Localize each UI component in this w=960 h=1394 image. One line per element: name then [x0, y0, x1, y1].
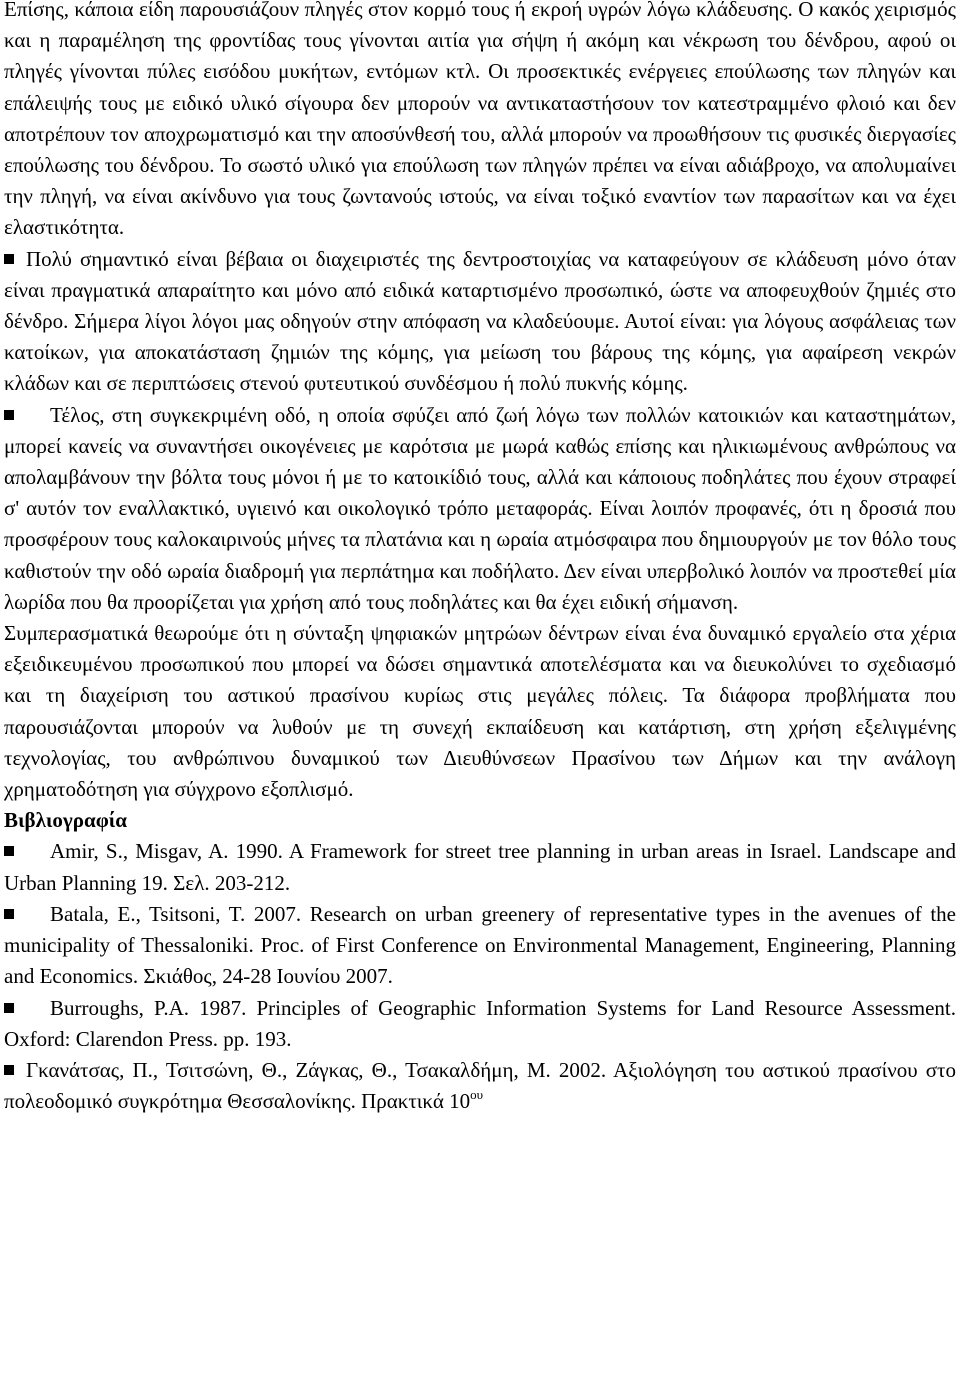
bullet-paragraph: [4, 400, 956, 618]
square-bullet-icon: [4, 254, 14, 264]
body-paragraph: Συμπερασματικά θεωρούμε ότι η σύνταξη ψηφιακών μητρώων δέντρων είναι ένα δυναμικό εργαλείο στα χέρια εξειδικευμένου προσωπικού που μπορεί να δώσει σημαντικά αποτελέσματα και να διευκολύνει το σχεδιασμό και τη διαχείριση του αστικού πρασίνου κυρίως στις μεγάλες πόλεις. Τα διάφορα προβλήματα που παρουσιάζονται μπορούν να λυθούν με τη συνεχή εκπαίδευση και κατάρτιση, στη χρήση εξελιγμένης τεχνολογίας, του ανθρώπινου δυναμικού των Διευθύνσεων Πρασίνου των Δήμων και την ανάλογη χρηματοδότηση για σύγχρονο εξοπλισμό.: [4, 621, 956, 802]
square-bullet-icon: [4, 909, 14, 919]
reference-item: [4, 1055, 956, 1117]
bullet-paragraph-text: Πολύ σημαντικό είναι βέβαια οι διαχειριστές της δεντροστοιχίας να καταφεύγουν σε κλάδευση μόνο όταν είναι πραγματικά απαραίτητο και μόνο από ειδικά καταρτισμένο προσωπικό, ώστε να αποφευχθούν ζημιές στο δένδρο. Σήμερα λίγοι λόγοι μας οδηγούν στην απόφαση να κλαδεύουμε. Αυτοί είναι: για λόγους ασφάλειας των κατοίκων, για αποκατάσταση ζημιών της κόμης, για μείωση του βάρους της κόμης, για αφαίρεση νεκρών κλάδων και σε περιπτώσεις στενού φυτευτικού συνδέσμου ή πολύ πυκνής κόμης.: [4, 246, 956, 396]
reference-text: Amir, S., Misgav, A. 1990. A Framework for street tree planning in urban areas in Israel. Landscape and Urban Planning 19. Σελ. 203-212.: [4, 839, 956, 895]
reference-item: [4, 899, 956, 993]
reference-item: [4, 993, 956, 1055]
bibliography-heading: Βιβλιογραφία: [4, 808, 128, 833]
body-paragraph: Επίσης, κάποια είδη παρουσιάζουν πληγές στον κορμό τους ή εκροή υγρών λόγω κλάδευσης. Ο κακός χειρισμός και η παραμέληση της φροντίδας τους γίνονται αιτία για σήψη ή ακόμη και νέκρωση του δένδρου, αφού οι πληγές γίνονται πύλες εισόδου μυκήτων, εντόμων κτλ. Οι προσεκτικές ενέργειες επούλωσης των πληγών και επάλειψής τους με ειδικό υλικό σίγουρα δεν μπορούν να αντικαταστήσουν τον κατεστραμμένο φλοιό και δεν αποτρέπουν τον αποχρωματισμό και την αποσύνθεσή του, αλλά μπορούν να προωθήσουν τις φυσικές διεργασίες επούλωσης του δένδρου. Το σωστό υλικό για επούλωση των πληγών πρέπει να είναι αδιάβροχο, να απολυμαίνει την πληγή, να είναι ακίνδυνο για τους ζωντανούς ιστούς, να είναι τοξικό εναντίον των παρασίτων και να έχει ελαστικότητα.: [4, 0, 956, 240]
reference-text: Γκανάτσας, Π., Τσιτσώνη, Θ., Ζάγκας, Θ., Τσακαλδήμη, Μ. 2002. Αξιολόγηση του αστικού πρασίνου στο πολεοδομικό συγκρότημα Θεσσαλονίκης. Πρακτικά 10: [4, 1057, 956, 1114]
reference-item: [4, 836, 956, 898]
reference-text: Batala, E., Tsitsoni, T. 2007. Research on urban greenery of representative types in the avenues of the municipality of Thessaloniki. Proc. of First Conference on Environmental Management, Engineering, Planning and Economics. Σκιάθος, 24-28 Ιουνίου 2007.: [4, 901, 956, 989]
reference-superscript: ου: [470, 1087, 484, 1103]
bullet-paragraph: [4, 244, 956, 400]
reference-text: Burroughs, P.A. 1987. Principles of Geographic Information Systems for Land Resource Assessment. Oxford: Clarendon Press. pp. 193.: [4, 995, 956, 1051]
bullet-paragraph-text: Τέλος, στη συγκεκριμένη οδό, η οποία σφύζει από ζωή λόγω των πολλών κατοικιών και καταστημάτων, μπορεί κανείς να συναντήσει οικογένειες με καρότσια με μωρά καθώς επίσης και ηλικιωμένους ανθρώπους να απολαμβάνουν την βόλτα τους μόνοι ή με το κατοικίδιό τους, αλλά και κάποιους ποδηλάτες που έχουν στραφεί σ' αυτόν τον εναλλακτικό, υγιεινό και οικολογικό τρόπο μεταφοράς. Είναι λοιπόν προφανές, ότι η δροσιά που προσφέρουν τους καλοκαιρινούς μήνες τα πλατάνια και η ωραία ατμόσφαιρα που δημιουργούν με τον θόλο τους καθιστούν την οδό ωραία διαδρομή για περπάτημα και ποδήλατο. Δεν είναι υπερβολικό λοιπόν να προστεθεί μία λωρίδα που θα προορίζεται για χρήση από τους ποδηλάτες και θα έχει ειδική σήμανση.: [4, 402, 956, 614]
square-bullet-icon: [4, 1003, 14, 1013]
document-page: [4, 0, 956, 1117]
square-bullet-icon: [4, 410, 14, 420]
square-bullet-icon: [4, 846, 14, 856]
square-bullet-icon: [4, 1065, 14, 1075]
